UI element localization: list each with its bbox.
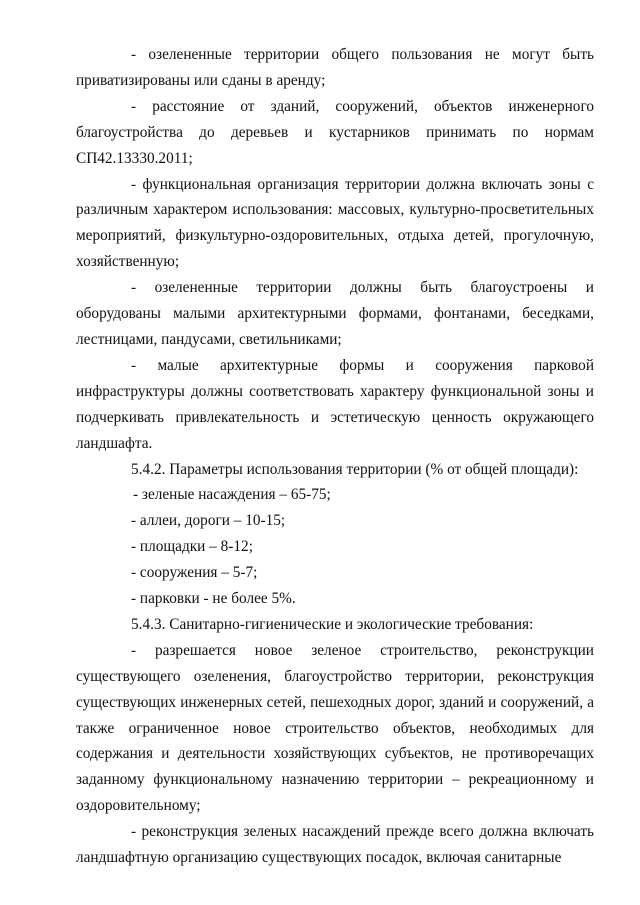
paragraph-landscaping: - озелененные территории должны быть благоустроены и оборудованы малыми архитектурными формами, фонтанами, беседками, лестницами, пандусами, светильниками;	[76, 279, 594, 348]
paragraph-privatization: - озелененные территории общего пользования не могут быть приватизированы или сданы в аренду;	[76, 46, 594, 89]
document-page	[76, 42, 594, 871]
list-item-green-plantings: - зеленые насаждения – 65-75;	[133, 486, 331, 504]
paragraph-functional-zones: - функциональная организация территории должна включать зоны с различным характером использования: массовых, культурно-просветительных мероприятий, физкультурно-оздоровительных, отдыха детей, прогулочную, хозяйственную;	[76, 175, 594, 271]
list-item-parking: - парковки - не более 5%.	[131, 590, 296, 608]
list-item-platforms: - площадки – 8-12;	[131, 538, 253, 556]
section-heading-5-4-3: 5.4.3. Санитарно-гигиенические и экологические требования:	[131, 615, 534, 633]
paragraph-construction-allowed: - разрешается новое зеленое строительство, реконструкции существующего озеленения, благоустройство территории, реконструкция существующих инженерных сетей, пешеходных дорог, зданий и сооружений, а также ограниченное новое строительство объектов, необходимых для содержания и деятельности хозяйствующих субъектов, не противоречащих заданному функциональному назначению территории – рекреационному и оздоровительному;	[76, 641, 594, 815]
paragraph-small-architecture: - малые архитектурные формы и сооружения парковой инфраструктуры должны соответствовать характеру функциональной зоны и подчеркивать привлекательность и эстетическую ценность окружающего ландшафта.	[76, 356, 594, 452]
list-item-structures: - сооружения – 5-7;	[131, 564, 258, 582]
section-heading-5-4-2: 5.4.2. Параметры использования территории (% от общей площади):	[131, 460, 579, 478]
paragraph-tree-distance: - расстояние от зданий, сооружений, объектов инженерного благоустройства до деревьев и кустарников принимать по нормам СП42.13330.2011;	[76, 97, 594, 167]
list-item-alleys-roads: - аллеи, дороги – 10-15;	[131, 512, 286, 530]
paragraph-reconstruction: - реконструкция зеленых насаждений прежде всего должна включать ландшафтную организацию существующих посадок, включая санитарные	[76, 823, 594, 867]
